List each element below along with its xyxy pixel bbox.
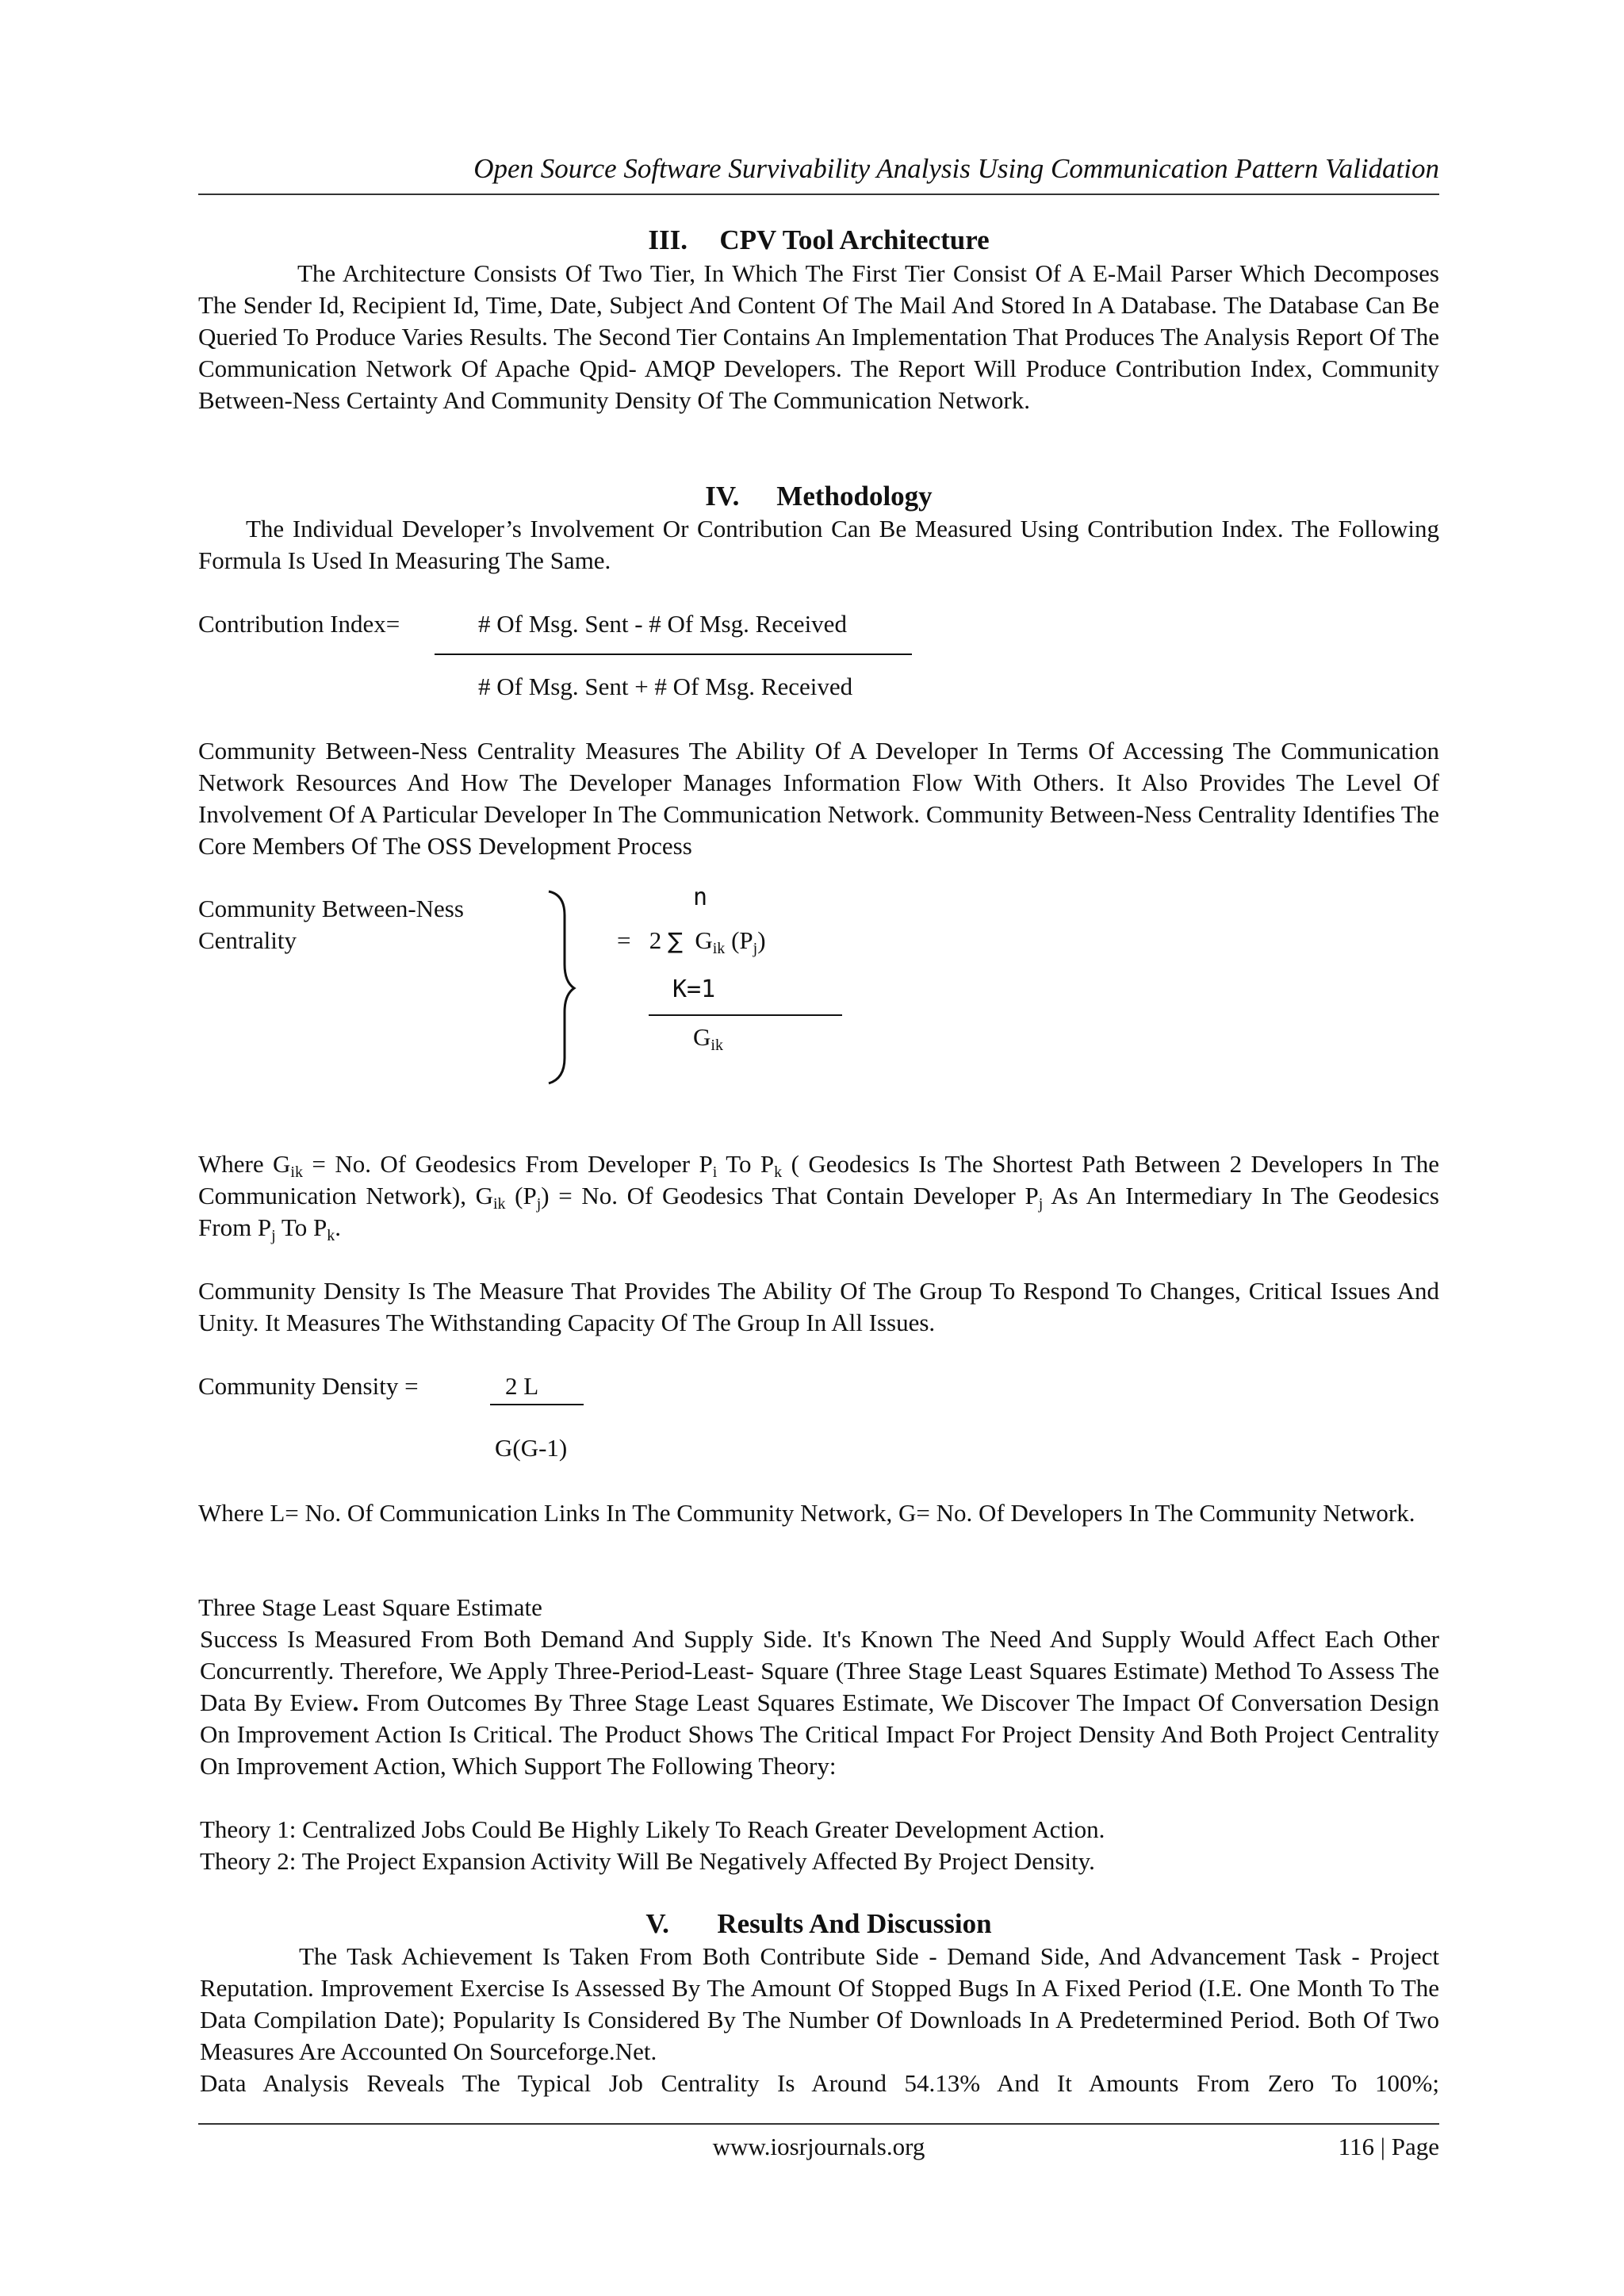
section-5-number: V.	[645, 1908, 669, 1939]
where-gik-text-5: (P	[505, 1182, 537, 1209]
footer	[198, 2129, 1439, 2164]
footer-rule	[198, 2123, 1439, 2125]
where-gik-definition	[198, 1148, 1439, 1244]
centrality-description: Community Between-Ness Centrality Measures The Ability Of A Developer In Terms Of Accessing The Communication Network Resources And How The Developer Manages Information Flow With Others. It Also Provides The Level Of Involvement Of A Particular Developer In The Communication Network. Community Between-Ness Centrality Identifies The Core Members Of The OSS Development Process	[198, 737, 1439, 860]
three-stage-text-b: From Outcomes By Three Stage Least Squares Estimate, We Discover The Impact Of Conversation Design On Improvement Action Is Critical. The Product Shows The Critical Impact For Project Density And Both Project Centrality On Improvement Action, Which Support The Following Theory:	[200, 1688, 1440, 1780]
section-3-paragraph: The Architecture Consists Of Two Tier, In Which The First Tier Consist Of A E-Mail Parser Which Decomposes The Sender Id, Recipient Id, Time, Date, Subject And Content Of The Mail And Stored In A Database. The Database Can Be Queried To Produce Varies Results. The Second Tier Contains An Implementation That Produces The Analysis Report Of The Communication Network Of Apache Qpid- AMQP Developers. The Report Will Produce Contribution Index, Community Between-Ness Certainty And Community Density Of The Communication Network.	[198, 259, 1439, 414]
footer-url[interactable]: www.iosrjournals.org	[712, 2133, 925, 2160]
cbc-equals: =	[617, 926, 631, 954]
contribution-index-label: Contribution Index=	[198, 610, 400, 638]
where-gik-text-8: To P	[275, 1213, 327, 1241]
theory-2: Theory 2: The Project Expansion Activity Will Be Negatively Affected By Project Density.	[200, 1847, 1095, 1875]
section-3-title: CPV Tool Architecture	[719, 224, 990, 255]
density-denominator: G(G-1)	[495, 1434, 568, 1462]
section-4-heading	[198, 480, 1439, 513]
where-gik-text-1: Where G	[198, 1150, 291, 1178]
where-gik-text-9: .	[335, 1213, 341, 1241]
methodology-intro: The Individual Developer’s Involvement Or Contribution Can Be Measured Using Contribution Index. The Following Formula Is Used In Measuring The Same.	[198, 515, 1439, 574]
where-gik-sub-3: k	[774, 1163, 783, 1181]
where-gik-sub-6: j	[1038, 1195, 1044, 1213]
cbc-g-subscript: ik	[712, 940, 726, 957]
where-gik-text-4: ( Geodesics Is The Shortest Path Between 2 Developers In The Communication Network), G	[198, 1150, 1439, 1209]
where-gik-sub-5: j	[536, 1195, 542, 1213]
where-gik-sub-8: k	[327, 1227, 335, 1244]
cbc-denominator-g: G	[693, 1023, 711, 1051]
theory-1: Theory 1: Centralized Jobs Could Be Highly Likely To Reach Greater Development Action.	[200, 1815, 1105, 1843]
where-gik-text-6: ) = No. Of Geodesics That Contain Developer P	[541, 1182, 1039, 1209]
three-stage-paragraph	[200, 1623, 1439, 1782]
section-3-number: III.	[648, 224, 688, 255]
cbc-coefficient: 2	[649, 926, 662, 954]
cbc-p-open: (P	[731, 926, 753, 954]
header-rule	[198, 194, 1439, 195]
density-numerator: 2 L	[505, 1372, 539, 1400]
running-header: Open Source Software Survivability Analysis Using Communication Pattern Validation	[473, 153, 1439, 184]
section-5-last-line: Data Analysis Reveals The Typical Job Centrality Is Around 54.13% And It Amounts From Zero To 100%;	[200, 2069, 1439, 2097]
cbc-lower-limit: K=1	[672, 976, 716, 1003]
three-stage-title: Three Stage Least Square Estimate	[198, 1593, 542, 1621]
cbc-p-subscript: j	[753, 940, 758, 957]
section-5-heading	[198, 1907, 1439, 1941]
contribution-index-denominator: # Of Msg. Sent + # Of Msg. Received	[478, 673, 853, 700]
cbc-g: G	[695, 926, 713, 954]
where-l-definition: Where L= No. Of Communication Links In The Community Network, G= No. Of Developers In The Community Network.	[198, 1499, 1415, 1527]
cbc-upper-limit: n	[693, 884, 708, 911]
cbc-denominator	[693, 1022, 723, 1053]
section-4-title: Methodology	[776, 481, 933, 512]
where-gik-text-2: = No. Of Geodesics From Developer P	[302, 1150, 713, 1178]
cbc-label-line2: Centrality	[198, 926, 297, 954]
three-stage-bold-dot: .	[352, 1688, 359, 1716]
cbc-numerator	[617, 925, 766, 957]
section-4-number: IV.	[705, 481, 740, 512]
sigma-icon: ∑	[667, 928, 683, 954]
density-fraction-bar	[490, 1404, 584, 1405]
where-gik-sub-4: ik	[492, 1195, 506, 1213]
where-gik-sub-7: j	[271, 1227, 276, 1244]
where-gik-sub-1: ik	[290, 1163, 303, 1181]
section-5-title: Results And Discussion	[717, 1908, 992, 1939]
where-gik-sub-2: i	[712, 1163, 718, 1181]
section-5-paragraph: The Task Achievement Is Taken From Both Contribute Side - Demand Side, And Advancement Task - Project Reputation. Improvement Exercise Is Assessed By The Amount Of Stopped Bugs In A Fixed Period (I.E. One Month To The Data Compilation Date); Popularity Is Considered By The Number Of Downloads In A Predetermined Period. Both Of Two Measures Are Accounted On Sourceforge.Net.	[200, 1942, 1439, 2065]
section-3-heading	[198, 224, 1439, 257]
cbc-fraction-bar	[649, 1014, 842, 1016]
where-gik-text-7: As An Intermediary In The Geodesics From P	[198, 1182, 1439, 1241]
page-number: 116 | Page	[1338, 2133, 1439, 2160]
contribution-index-fraction-bar	[435, 654, 912, 655]
cbc-p-close: )	[757, 926, 766, 954]
where-gik-text-3: To P	[717, 1150, 775, 1178]
density-label: Community Density =	[198, 1372, 419, 1400]
three-stage-text-a: Success Is Measured From Both Demand And Supply Side. It's Known The Need And Supply Would Affect Each Other Concurrently. Therefore, We Apply Three-Period-Least- Square (Three Stage Least Squares Estimate) Method To Assess The Data By Eview	[200, 1625, 1439, 1716]
contribution-index-numerator: # Of Msg. Sent - # Of Msg. Received	[478, 610, 847, 638]
density-description: Community Density Is The Measure That Provides The Ability Of The Group To Respond To Changes, Critical Issues And Unity. It Measures The Withstanding Capacity Of The Group In All Issues.	[198, 1277, 1439, 1336]
cbc-label-line1: Community Between-Ness	[198, 895, 464, 922]
curly-brace-icon	[539, 888, 579, 1087]
cbc-denominator-subscript: ik	[710, 1037, 723, 1054]
